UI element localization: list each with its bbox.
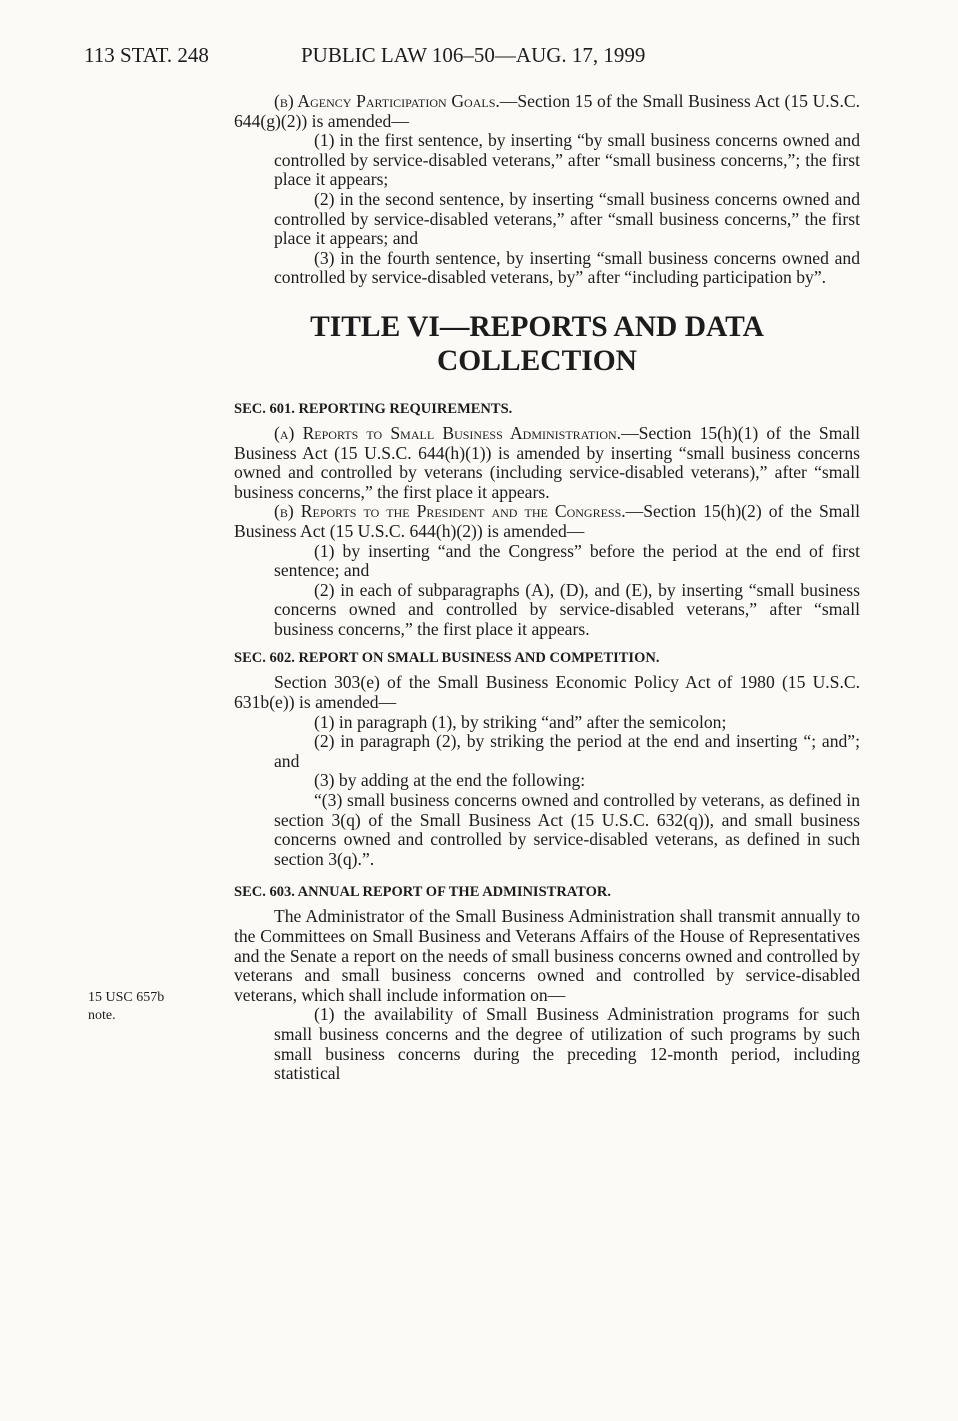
paragraph-reports-sba — [234, 424, 860, 502]
title-line: TITLE VI—REPORTS AND DATA — [310, 310, 764, 343]
list-item: (2) in each of subparagraphs (A), (D), and (E), by inserting “small business concerns owned and controlled by service-disabled veterans,” after “small business concerns,” the first place it appears. — [274, 579, 860, 639]
list-item: (1) by inserting “and the Congress” before the period at the end of first sentence; and — [274, 540, 860, 581]
list-item: (2) in the second sentence, by inserting “small business concerns owned and controlled by service-disabled veterans,” after “small business concerns,” the first place it appears; and — [274, 188, 860, 249]
list-item: (1) in the first sentence, by inserting “by small business concerns owned and controlled by service-disabled veterans,” after “small business concerns,”; the first place it appears; — [274, 130, 860, 190]
section-heading: SEC. 601. REPORTING REQUIREMENTS. — [234, 400, 513, 417]
paragraph-text: —Section 15(h)(2) of the Small Business Act (15 U.S.C. 644(h)(2)) is amended— — [234, 501, 860, 541]
quoted-text: “(3) small business concerns owned and controlled by veterans, as defined in section 3(q) of the Small Business Act (15 U.S.C. 632(q)), and small business concerns owned and controlled by service-disabled veterans, as defined in such section 3(q).”. — [274, 790, 860, 869]
margin-note-usc: 15 USC 657b — [88, 990, 165, 1005]
paragraph-text: Section 303(e) of the Small Business Economic Policy Act of 1980 (15 U.S.C. 631b(e)) is amended— — [234, 672, 860, 713]
list-item: (3) in the fourth sentence, by inserting “small business concerns owned and controlled by service-disabled veterans, by” after “including participation by”. — [274, 247, 860, 288]
paragraph-text: The Administrator of the Small Business Administration shall transmit annually to the Committees on Small Business and Veterans Affairs of the House of Representatives and the Senate a report on the needs of small business concerns owned and controlled by veterans and small business concerns owned and controlled by service-disabled veterans, which shall include information on— — [234, 906, 860, 1005]
subsection-heading: (b) Agency Participation Goals. — [274, 91, 500, 111]
list-item: (2) in paragraph (2), by striking the period at the end and inserting “; and”; and — [274, 731, 860, 771]
subsection-heading: (a) Reports to Small Business Administration. — [274, 422, 622, 443]
section-heading: SEC. 602. REPORT ON SMALL BUSINESS AND COMPETITION. — [234, 650, 660, 667]
title-heading — [214, 310, 860, 378]
section-heading: SEC. 603. ANNUAL REPORT OF THE ADMINISTRATOR. — [234, 884, 611, 901]
title-line: COLLECTION — [437, 344, 637, 377]
paragraph-text: —Section 15(h)(1) of the Small Business Act (15 U.S.C. 644(h)(1)) is amended by inserting “small business concerns owned and controlled by veterans (including service-disabled veterans),” after “small business concerns,” the first place it appears. — [234, 422, 860, 502]
document-body — [234, 92, 860, 1084]
list-item: (1) the availability of Small Business Administration programs for such small business concerns and the degree of utilization of such programs by such small business concerns during the preceding 12-month period, including statistical — [274, 1004, 860, 1084]
margin-note — [88, 989, 208, 1025]
paragraph-text: —Section 15 of the Small Business Act (15 U.S.C. 644(g)(2)) is amended— — [234, 91, 860, 131]
paragraph-agency-participation — [234, 92, 860, 131]
list-item: (3) by adding at the end the following: — [314, 770, 586, 791]
paragraph-reports-president — [234, 502, 860, 541]
stat-page-number: 113 STAT. 248 — [84, 43, 209, 67]
public-law-citation: PUBLIC LAW 106–50—AUG. 17, 1999 — [301, 43, 646, 67]
list-item: (1) in paragraph (1), by striking “and” after the semicolon; — [314, 711, 727, 732]
margin-note-suffix: note. — [88, 1008, 116, 1023]
subsection-heading: (b) Reports to the President and the Congress. — [274, 501, 626, 522]
